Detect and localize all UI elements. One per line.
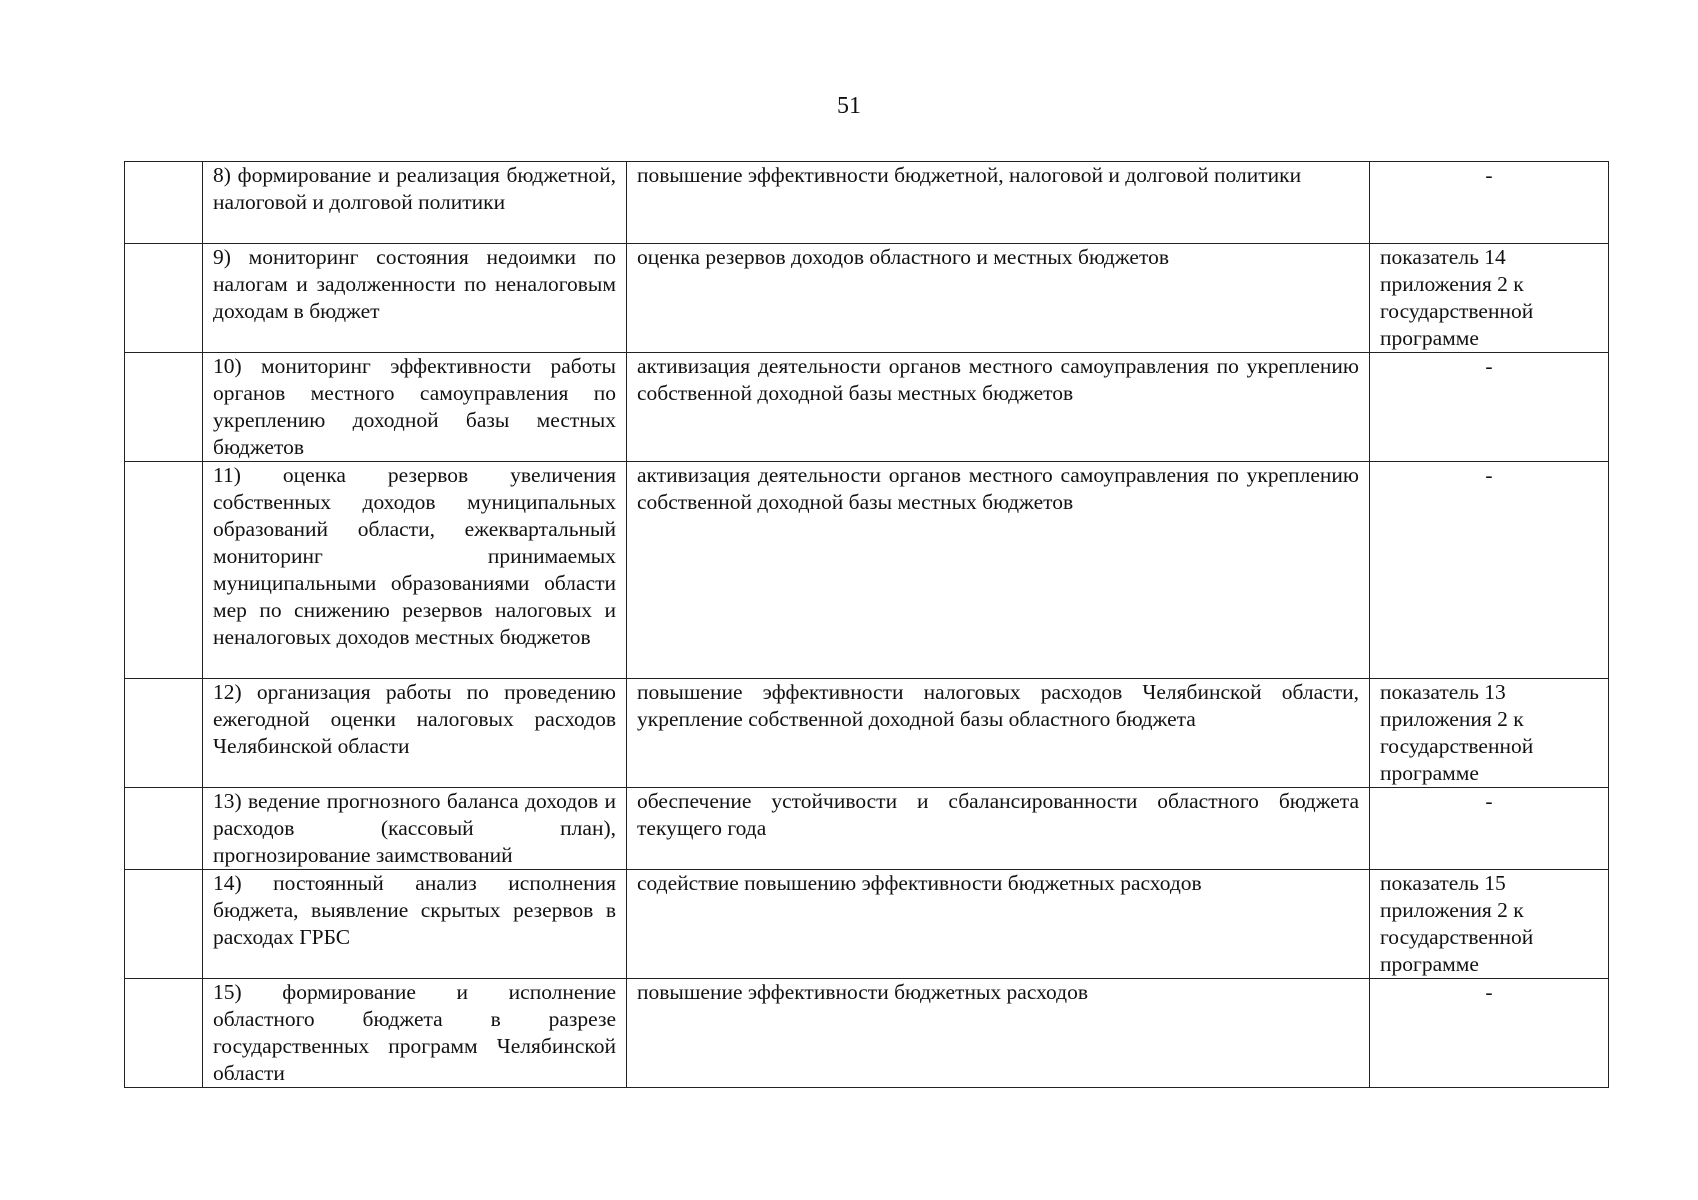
result-cell: активизация деятельности органов местного самоуправления по укреплению собственной доходной базы местных бюджетов	[627, 353, 1370, 462]
row-number-cell	[125, 353, 203, 462]
indicator-cell: -	[1370, 462, 1609, 679]
result-cell: обеспечение устойчивости и сбалансированности областного бюджета текущего года	[627, 788, 1370, 870]
result-cell: повышение эффективности бюджетной, налоговой и долговой политики	[627, 162, 1370, 244]
indicator-cell: -	[1370, 162, 1609, 244]
measure-cell: 9) мониторинг состояния недоимки по налогам и задолженности по неналоговым доходам в бюджет	[203, 244, 627, 353]
measures-table	[124, 161, 1609, 1088]
measure-cell: 12) организация работы по проведению ежегодной оценки налоговых расходов Челябинской области	[203, 679, 627, 788]
indicator-cell: -	[1370, 979, 1609, 1088]
measure-cell: 15) формирование и исполнение областного бюджета в разрезе государственных программ Челябинской области	[203, 979, 627, 1088]
page-number: 51	[837, 93, 861, 119]
row-number-cell	[125, 979, 203, 1088]
table-row	[125, 870, 1609, 979]
measure-cell: 11) оценка резервов увеличения собственных доходов муниципальных образований области, ежеквартальный мониторинг принимаемых муниципальными образованиями области мер по снижению резервов налоговых и неналоговых доходов местных бюджетов	[203, 462, 627, 679]
indicator-cell: -	[1370, 788, 1609, 870]
table-row	[125, 462, 1609, 679]
result-cell: активизация деятельности органов местного самоуправления по укреплению собственной доходной базы местных бюджетов	[627, 462, 1370, 679]
row-number-cell	[125, 870, 203, 979]
indicator-cell: -	[1370, 353, 1609, 462]
measure-cell: 13) ведение прогнозного баланса доходов и расходов (кассовый план), прогнозирование заимствований	[203, 788, 627, 870]
table-row	[125, 679, 1609, 788]
table-row	[125, 788, 1609, 870]
indicator-cell: показатель 14 приложения 2 к государственной программе	[1370, 244, 1609, 353]
measure-cell: 14) постоянный анализ исполнения бюджета, выявление скрытых резервов в расходах ГРБС	[203, 870, 627, 979]
table-row	[125, 979, 1609, 1088]
measure-cell: 10) мониторинг эффективности работы органов местного самоуправления по укреплению доходной базы местных бюджетов	[203, 353, 627, 462]
row-number-cell	[125, 788, 203, 870]
row-number-cell	[125, 679, 203, 788]
table-row	[125, 162, 1609, 244]
row-number-cell	[125, 462, 203, 679]
result-cell: содействие повышению эффективности бюджетных расходов	[627, 870, 1370, 979]
result-cell: повышение эффективности налоговых расходов Челябинской области, укрепление собственной доходной базы областного бюджета	[627, 679, 1370, 788]
table-row	[125, 244, 1609, 353]
row-number-cell	[125, 244, 203, 353]
table-row	[125, 353, 1609, 462]
result-cell: повышение эффективности бюджетных расходов	[627, 979, 1370, 1088]
indicator-cell: показатель 13 приложения 2 к государственной программе	[1370, 679, 1609, 788]
row-number-cell	[125, 162, 203, 244]
measure-cell: 8) формирование и реализация бюджетной, налоговой и долговой политики	[203, 162, 627, 244]
indicator-cell: показатель 15 приложения 2 к государственной программе	[1370, 870, 1609, 979]
result-cell: оценка резервов доходов областного и местных бюджетов	[627, 244, 1370, 353]
